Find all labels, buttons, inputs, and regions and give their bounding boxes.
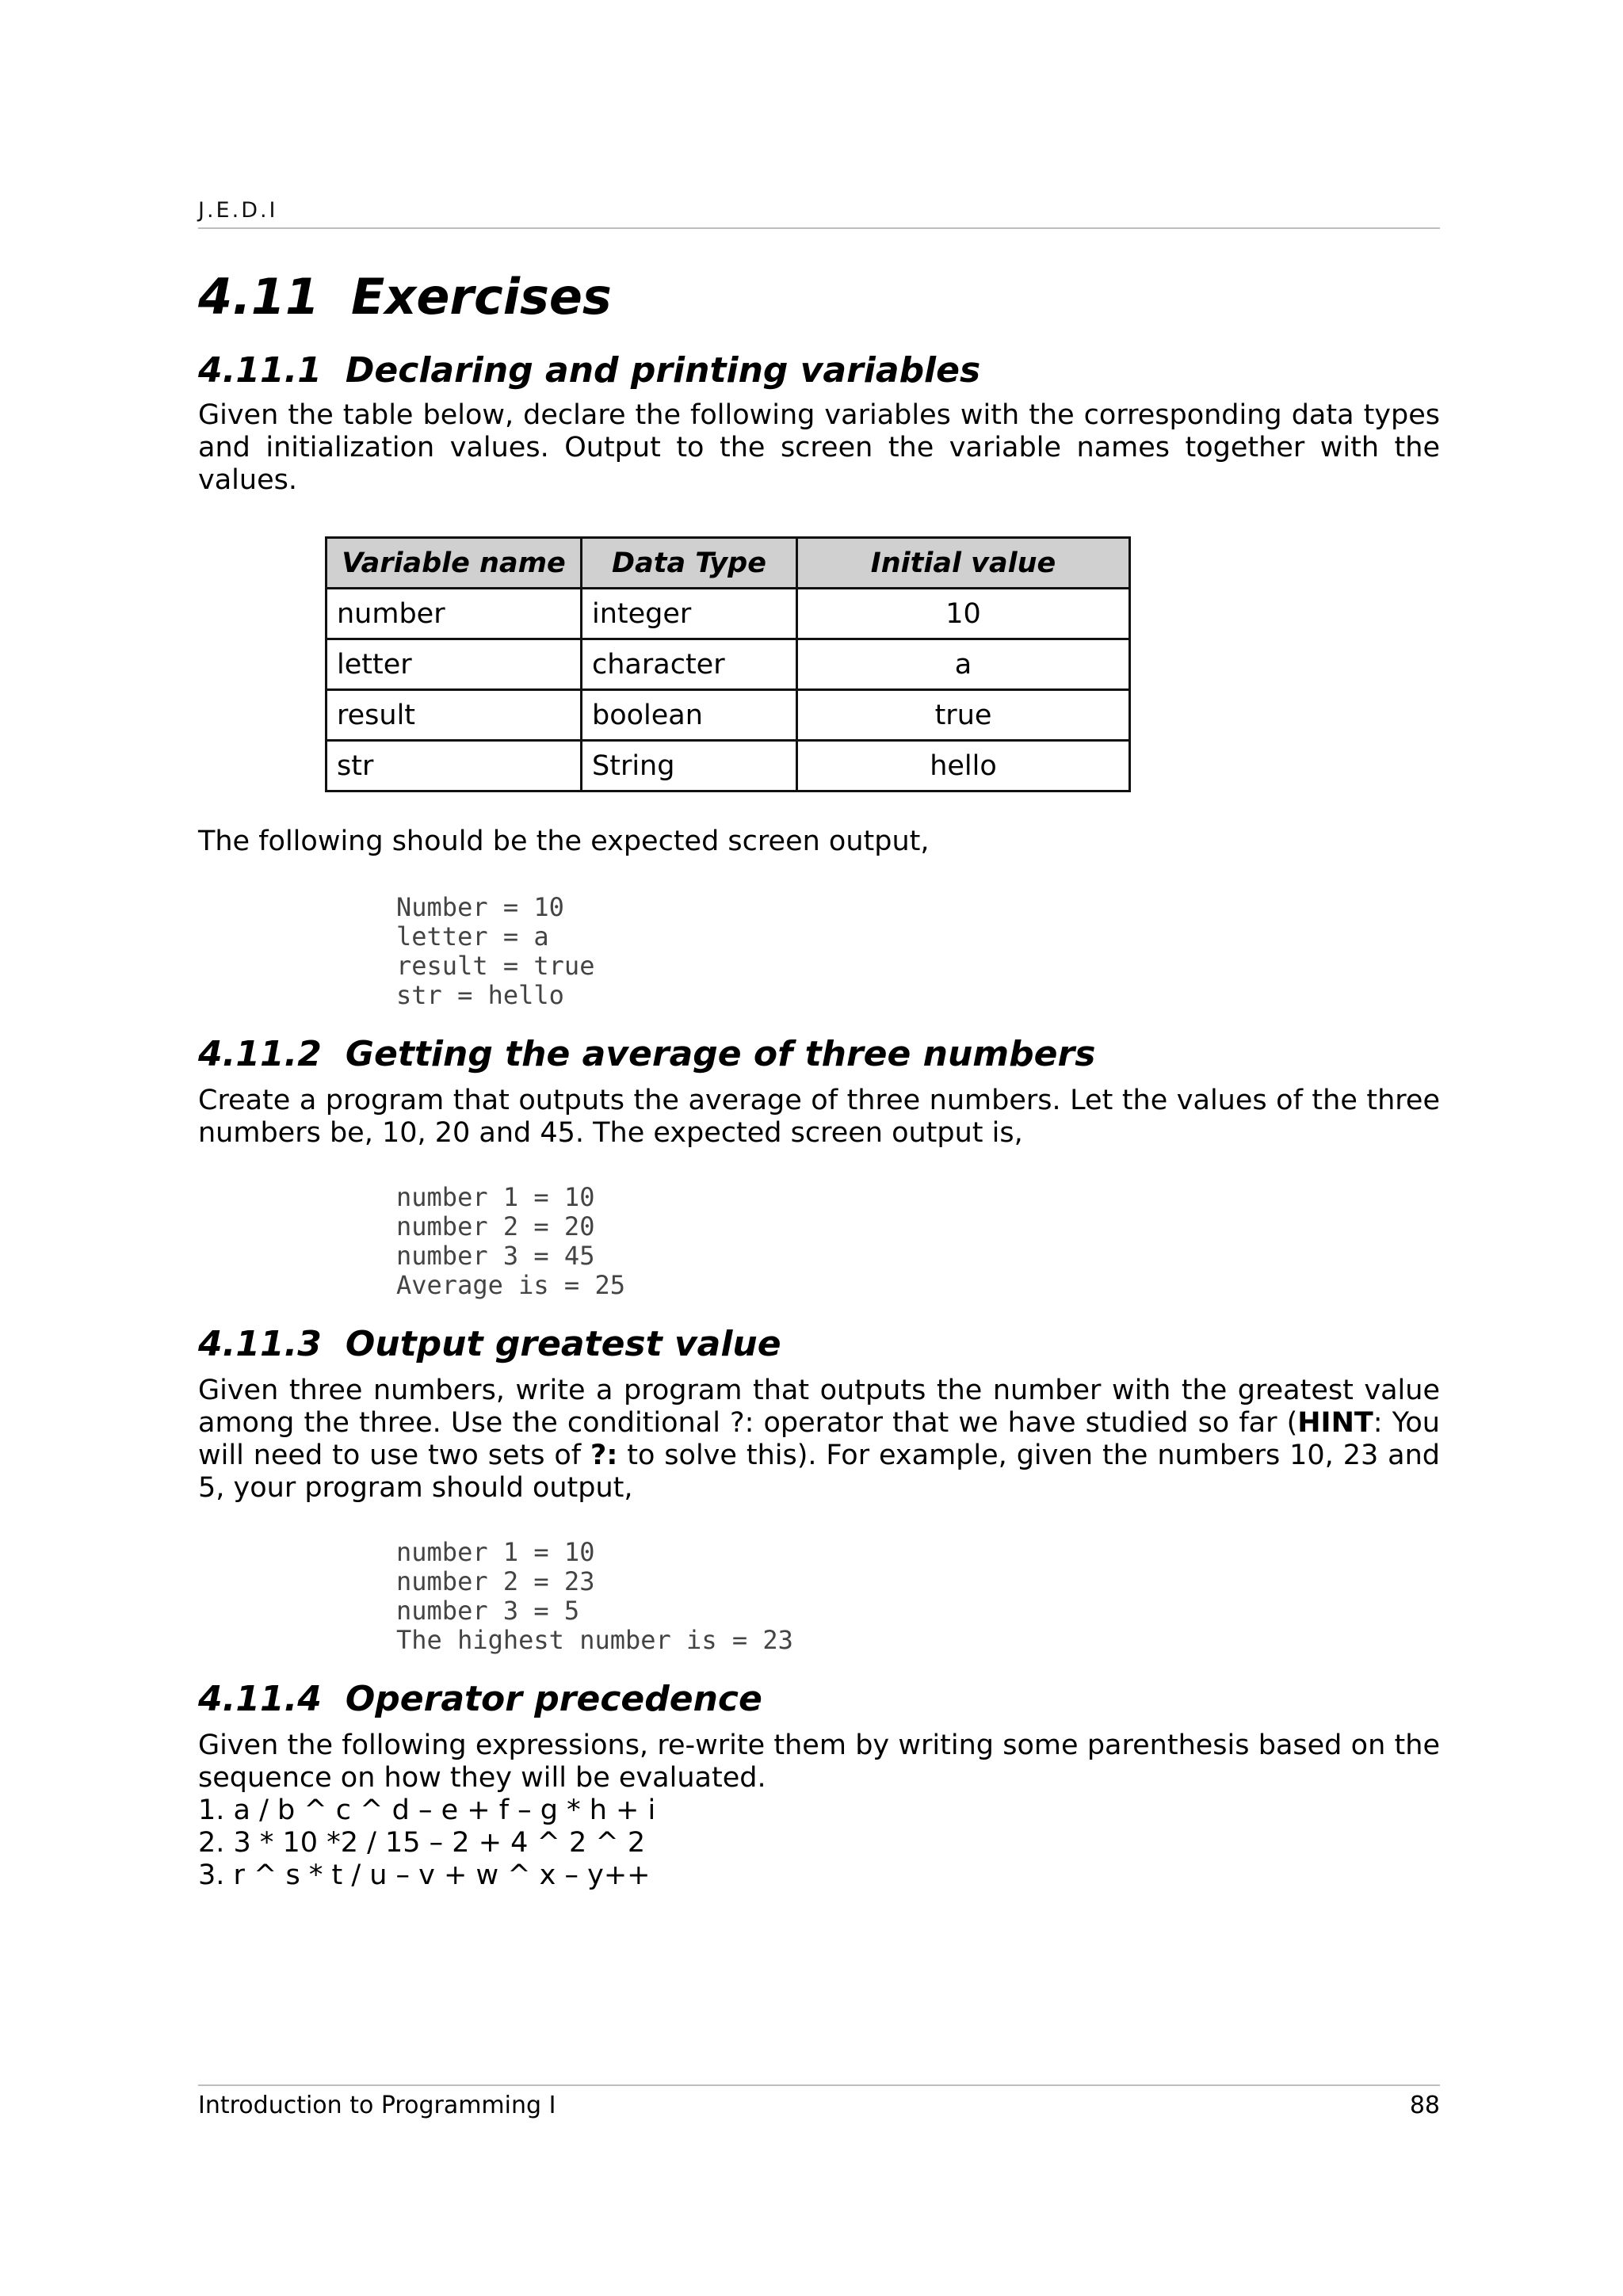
code-output-block	[396, 893, 1440, 1010]
chapter-title-text: Exercises	[350, 268, 612, 326]
table-header-cell: Initial value	[797, 538, 1130, 589]
page-number: 88	[1409, 2092, 1440, 2119]
code-output-block	[396, 1538, 1440, 1655]
running-header: J.E.D.I	[198, 198, 278, 223]
list-item: 1. a / b ^ c ^ d – e + f – g * h + i	[198, 1794, 656, 1826]
code-line: The highest number is = 23	[396, 1625, 793, 1655]
table-cell: String	[582, 741, 797, 791]
code-line: Number = 10	[396, 892, 564, 922]
section-title: Output greatest value	[345, 1324, 781, 1364]
footer-divider	[198, 2084, 1440, 2086]
table-cell: boolean	[582, 690, 797, 741]
section-number: 4.11.4	[198, 1679, 322, 1719]
table-cell: hello	[797, 741, 1130, 791]
table-cell: a	[797, 639, 1130, 690]
code-line: number 2 = 20	[396, 1211, 595, 1241]
table-cell: 10	[797, 589, 1130, 639]
table-cell: result	[327, 690, 582, 741]
table-header-row	[327, 538, 1130, 589]
section-paragraph	[198, 1375, 1440, 1505]
code-line: letter = a	[396, 921, 549, 952]
table-row	[327, 741, 1130, 791]
list-item: 2. 3 * 10 *2 / 15 – 2 + 4 ^ 2 ^ 2	[198, 1827, 646, 1859]
main-content	[198, 261, 1440, 1892]
section-number: 4.11.1	[198, 350, 322, 391]
paragraph-text: : You will need to use two sets of	[198, 1407, 1440, 1471]
section-heading-4-11-1	[198, 347, 1440, 395]
section-title: Operator precedence	[345, 1679, 762, 1719]
list-item: 3. r ^ s * t / u – v + w ^ x – y++	[198, 1859, 651, 1891]
code-line: number 3 = 5	[396, 1596, 580, 1626]
section-heading-4-11-2	[198, 1031, 1440, 1078]
expression-list	[198, 1794, 1440, 1892]
paragraph-text: Given three numbers, write a program that outputs the number with the greatest value among the three. Use the conditional ?: operator that we have studied so far (	[198, 1375, 1440, 1439]
table-cell: integer	[582, 589, 797, 639]
section-number: 4.11.3	[198, 1324, 322, 1364]
code-line: number 3 = 45	[396, 1241, 595, 1271]
section-number: 4.11.2	[198, 1034, 322, 1074]
chapter-title	[198, 261, 1440, 333]
table-cell: letter	[327, 639, 582, 690]
hint-label: HINT	[1297, 1407, 1373, 1439]
code-line: number 1 = 10	[396, 1182, 595, 1212]
table-header-cell: Data Type	[582, 538, 797, 589]
code-line: number 2 = 23	[396, 1566, 595, 1596]
section-paragraph: Create a program that outputs the average of three numbers. Let the values of the three numbers be, 10, 20 and 45. The expected screen output is,	[198, 1085, 1440, 1149]
code-output-block	[396, 1183, 1440, 1300]
section-title: Getting the average of three numbers	[345, 1034, 1096, 1074]
footer-book-title: Introduction to Programming I	[198, 2092, 556, 2119]
section-paragraph: Given the following expressions, re-write them by writing some parenthesis based on the sequence on how they will be evaluated.	[198, 1730, 1440, 1794]
code-line: str = hello	[396, 980, 564, 1010]
table-header-cell: Variable name	[327, 538, 582, 589]
table-cell: number	[327, 589, 582, 639]
table-row	[327, 589, 1130, 639]
section-heading-4-11-4	[198, 1676, 1440, 1723]
code-line: Average is = 25	[396, 1270, 625, 1300]
section-title: Declaring and printing variables	[345, 350, 981, 391]
code-line: result = true	[396, 951, 595, 981]
table-row	[327, 690, 1130, 741]
table-row	[327, 639, 1130, 690]
variables-table-wrapper	[325, 536, 1440, 792]
table-cell: character	[582, 639, 797, 690]
operator-text: ?:	[590, 1440, 618, 1471]
section-heading-4-11-3	[198, 1321, 1440, 1368]
section-paragraph: The following should be the expected screen output,	[198, 826, 930, 857]
table-cell: true	[797, 690, 1130, 741]
paragraph-text: to solve this). For example, given the numbers 10, 23 and 5, your program should output,	[198, 1440, 1440, 1504]
chapter-number: 4.11	[198, 268, 319, 326]
variables-table	[325, 536, 1131, 792]
section-paragraph: Given the table below, declare the following variables with the corresponding data types and initialization values. Output to the screen the variable names together with the values.	[198, 399, 1440, 496]
code-line: number 1 = 10	[396, 1537, 595, 1567]
header-divider	[198, 227, 1440, 229]
table-cell: str	[327, 741, 582, 791]
